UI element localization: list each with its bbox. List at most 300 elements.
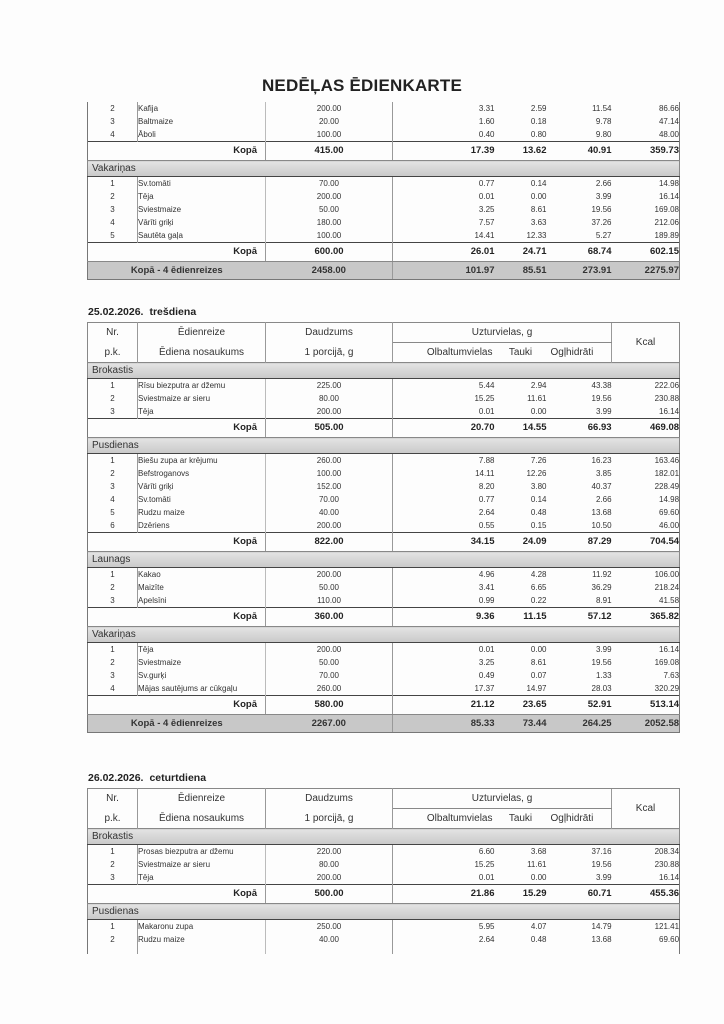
table-row [88, 519, 680, 533]
table-row [88, 920, 680, 934]
empty-cell [393, 946, 495, 954]
table-row [88, 581, 680, 594]
item-carbs: 13.68 [591, 935, 612, 944]
item-protein: 7.57 [478, 218, 495, 227]
day-grand-total-carbs: 273.91 [547, 262, 612, 280]
item-fat: 12.33 [526, 231, 547, 240]
item-quantity: 200.00 [266, 405, 393, 419]
day-grand-total-kcal: 2052.58 [612, 715, 680, 733]
page-title: NEDĒĻAS ĒDIENKARTE [261, 76, 463, 95]
item-protein: 3.25 [478, 658, 495, 667]
item-carbs: 37.26 [591, 218, 612, 227]
table-row [88, 177, 680, 191]
item-fat: 11.61 [527, 860, 547, 869]
header-kcal: Kcal [612, 789, 680, 829]
item-name: Tēja [138, 190, 266, 203]
item-fat: 8.61 [530, 205, 547, 214]
meal-section-row [88, 627, 680, 643]
item-name: Sv.tomāti [138, 493, 266, 506]
header-dish-name: Ēdiena nosaukums [138, 809, 266, 829]
item-carbs: 40.37 [591, 482, 612, 491]
item-number: 2 [88, 102, 138, 115]
item-name: Sviestmaize ar sieru [138, 392, 266, 405]
item-protein: 0.49 [478, 671, 495, 680]
meal-total-kcal: 704.54 [612, 533, 680, 552]
table-row [88, 229, 680, 243]
item-quantity: 40.00 [266, 933, 393, 946]
meal-total-fat: 24.09 [495, 533, 547, 552]
header-protein: Olbaltumvielas [426, 813, 493, 824]
item-kcal: 16.14 [612, 871, 680, 885]
item-quantity: 50.00 [266, 656, 393, 669]
meal-section-row [88, 161, 680, 177]
meal-total-fat: 24.71 [495, 243, 547, 262]
item-quantity: 200.00 [266, 519, 393, 533]
day-heading [88, 306, 196, 318]
item-name: Baltmaize [138, 115, 266, 128]
day-grand-total [88, 262, 680, 280]
item-carbs: 13.68 [591, 508, 612, 517]
item-quantity: 200.00 [266, 190, 393, 203]
item-quantity: 200.00 [266, 643, 393, 657]
meal-section-title: Vakariņas [88, 627, 680, 643]
meal-total-fat: 13.62 [495, 142, 547, 161]
item-fat: 3.80 [530, 482, 547, 491]
meal-total-kcal: 513.14 [612, 696, 680, 715]
item-quantity: 200.00 [266, 568, 393, 582]
header-pk: p.k. [88, 343, 138, 363]
table-row [88, 845, 680, 859]
meal-total [88, 419, 680, 438]
item-carbs: 3.99 [595, 192, 612, 201]
item-protein: 0.55 [478, 521, 495, 530]
table-header-row-1 [88, 323, 680, 343]
item-protein: 0.01 [478, 873, 495, 882]
table-row [88, 102, 680, 115]
item-number: 2 [88, 190, 138, 203]
header-fat: Tauki [508, 347, 533, 358]
meal-total-carbs: 52.91 [547, 696, 612, 715]
meal-total-label: Kopā [88, 243, 266, 262]
item-number: 2 [88, 392, 138, 405]
header-nr: Nr. [88, 323, 138, 343]
table-row [88, 871, 680, 885]
item-name: Makaronu zupa [138, 920, 266, 934]
item-kcal: 230.88 [612, 858, 680, 871]
meal-section-row [88, 552, 680, 568]
item-protein: 3.31 [478, 104, 495, 113]
item-kcal: 69.60 [612, 506, 680, 519]
table-row [88, 480, 680, 493]
meal-total-label: Kopā [88, 419, 266, 438]
item-quantity: 260.00 [266, 454, 393, 468]
item-name: Sviestmaize [138, 203, 266, 216]
day-grand-total-quantity: 2267.00 [266, 715, 393, 733]
item-number: 3 [88, 871, 138, 885]
day-weekday: ceturtdiena [149, 772, 207, 784]
item-fat: 11.61 [527, 394, 547, 403]
meal-total-fat: 15.29 [495, 885, 547, 904]
item-kcal: 16.14 [612, 190, 680, 203]
day-date: 26.02.2026. [88, 772, 144, 784]
meal-total-label: Kopā [88, 885, 266, 904]
meal-total-quantity: 360.00 [266, 608, 393, 627]
item-fat: 3.68 [530, 847, 547, 856]
item-kcal: 182.01 [612, 467, 680, 480]
item-kcal: 86.66 [612, 102, 680, 115]
item-kcal: 218.24 [612, 581, 680, 594]
item-number: 2 [88, 467, 138, 480]
empty-cell [138, 946, 266, 954]
meal-section-row [88, 363, 680, 379]
item-number: 3 [88, 405, 138, 419]
item-carbs: 1.33 [595, 671, 612, 680]
item-carbs: 37.16 [591, 847, 612, 856]
meal-section-title: Brokastis [88, 829, 680, 845]
item-number: 1 [88, 177, 138, 191]
meal-total-quantity: 505.00 [266, 419, 393, 438]
header-nutrients: Uzturvielas, g [393, 789, 612, 809]
meal-section-title: Launags [88, 552, 680, 568]
header-portion: 1 porcijā, g [266, 809, 393, 829]
meal-total-protein: 20.70 [393, 419, 495, 438]
header-protein: Olbaltumvielas [426, 347, 493, 358]
item-kcal: 320.29 [612, 682, 680, 696]
item-fat: 6.65 [530, 583, 547, 592]
item-kcal: 222.06 [612, 379, 680, 393]
meal-total-label: Kopā [88, 142, 266, 161]
item-number: 3 [88, 594, 138, 608]
table-row [88, 190, 680, 203]
item-number: 2 [88, 933, 138, 946]
meal-section-title: Brokastis [88, 363, 680, 379]
meal-total [88, 243, 680, 262]
item-protein: 14.41 [474, 231, 495, 240]
item-protein: 5.44 [478, 381, 495, 390]
item-kcal: 212.06 [612, 216, 680, 229]
item-kcal: 14.98 [612, 493, 680, 506]
item-quantity: 180.00 [266, 216, 393, 229]
item-kcal: 41.58 [612, 594, 680, 608]
meal-total-kcal: 469.08 [612, 419, 680, 438]
day-grand-total [88, 715, 680, 733]
item-fat: 2.59 [530, 104, 547, 113]
item-fat: 0.48 [530, 935, 547, 944]
table-row [88, 669, 680, 682]
item-carbs: 9.80 [595, 130, 612, 139]
item-number: 3 [88, 480, 138, 493]
item-carbs: 11.92 [592, 570, 612, 579]
item-name: Tēja [138, 405, 266, 419]
item-number: 2 [88, 581, 138, 594]
item-carbs: 36.29 [591, 583, 612, 592]
item-quantity: 220.00 [266, 845, 393, 859]
meal-total [88, 533, 680, 552]
item-protein: 0.40 [478, 130, 495, 139]
table-header-row-1 [88, 789, 680, 809]
item-name: Tēja [138, 871, 266, 885]
meal-total-quantity: 500.00 [266, 885, 393, 904]
empty-cell [547, 946, 612, 954]
item-protein: 0.01 [478, 645, 495, 654]
item-number: 3 [88, 203, 138, 216]
item-quantity: 50.00 [266, 581, 393, 594]
table-row [88, 594, 680, 608]
meal-total [88, 696, 680, 715]
item-name: Prosas biezputra ar džemu [138, 845, 266, 859]
item-protein: 3.25 [478, 205, 495, 214]
item-protein: 7.88 [478, 456, 495, 465]
item-carbs: 28.03 [591, 684, 612, 693]
item-name: Rīsu biezputra ar džemu [138, 379, 266, 393]
meal-total [88, 608, 680, 627]
table-row [88, 656, 680, 669]
item-carbs: 5.27 [595, 231, 612, 240]
table-row [88, 467, 680, 480]
meal-total-kcal: 359.73 [612, 142, 680, 161]
meal-total-carbs: 40.91 [547, 142, 612, 161]
meal-total-fat: 23.65 [495, 696, 547, 715]
item-protein: 0.01 [478, 192, 495, 201]
item-carbs: 19.56 [591, 658, 612, 667]
table-row-continued [88, 946, 680, 954]
item-carbs: 14.79 [591, 922, 612, 931]
item-carbs: 3.99 [595, 873, 612, 882]
item-quantity: 100.00 [266, 467, 393, 480]
meal-total-carbs: 60.71 [547, 885, 612, 904]
item-number: 4 [88, 493, 138, 506]
item-name: Āboli [138, 128, 266, 142]
day-grand-total-protein: 85.33 [393, 715, 495, 733]
item-number: 2 [88, 858, 138, 871]
item-fat: 3.63 [530, 218, 547, 227]
meal-total-protein: 26.01 [393, 243, 495, 262]
meal-total-protein: 21.86 [393, 885, 495, 904]
meal-section-row [88, 438, 680, 454]
item-quantity: 200.00 [266, 871, 393, 885]
item-fat: 4.28 [530, 570, 547, 579]
item-kcal: 208.34 [612, 845, 680, 859]
item-kcal: 228.49 [612, 480, 680, 493]
table-row [88, 493, 680, 506]
item-number: 3 [88, 115, 138, 128]
table-row [88, 128, 680, 142]
day-grand-total-quantity: 2458.00 [266, 262, 393, 280]
item-kcal: 48.00 [612, 128, 680, 142]
header-meal: Ēdienreize [138, 323, 266, 343]
day-grand-total-kcal: 2275.97 [612, 262, 680, 280]
day-weekday: trešdiena [149, 306, 197, 318]
item-quantity: 260.00 [266, 682, 393, 696]
table-row [88, 933, 680, 946]
item-fat: 0.00 [530, 645, 547, 654]
table-row [88, 115, 680, 128]
item-protein: 0.01 [478, 407, 495, 416]
day-heading [88, 772, 206, 784]
item-kcal: 16.14 [612, 643, 680, 657]
item-carbs: 10.50 [591, 521, 612, 530]
day-grand-total-label: Kopā - 4 ēdienreizes [88, 715, 266, 733]
item-number: 4 [88, 128, 138, 142]
item-carbs: 2.66 [595, 495, 612, 504]
item-protein: 0.99 [478, 596, 495, 605]
item-kcal: 230.88 [612, 392, 680, 405]
item-carbs: 11.54 [592, 104, 612, 113]
item-name: Rudzu maize [138, 933, 266, 946]
item-protein: 2.64 [478, 508, 495, 517]
item-quantity: 80.00 [266, 858, 393, 871]
header-quantity: Daudzums [266, 789, 393, 809]
meal-total-carbs: 68.74 [547, 243, 612, 262]
item-carbs: 19.56 [591, 860, 612, 869]
item-protein: 3.41 [478, 583, 495, 592]
meal-total-label: Kopā [88, 533, 266, 552]
table-row [88, 203, 680, 216]
item-carbs: 9.78 [595, 117, 612, 126]
meal-total-quantity: 415.00 [266, 142, 393, 161]
item-name: Befstroganovs [138, 467, 266, 480]
item-name: Biešu zupa ar krējumu [138, 454, 266, 468]
item-quantity: 225.00 [266, 379, 393, 393]
item-kcal: 163.46 [612, 454, 680, 468]
item-number: 5 [88, 229, 138, 243]
item-carbs: 3.99 [595, 407, 612, 416]
item-quantity: 70.00 [266, 177, 393, 191]
item-quantity: 110.00 [266, 594, 393, 608]
meal-total-quantity: 600.00 [266, 243, 393, 262]
item-quantity: 80.00 [266, 392, 393, 405]
item-carbs: 3.85 [595, 469, 612, 478]
meal-section-title: Pusdienas [88, 904, 680, 920]
day-grand-total-carbs: 264.25 [547, 715, 612, 733]
item-number: 2 [88, 656, 138, 669]
meal-total-carbs: 57.12 [547, 608, 612, 627]
item-name: Apelsīni [138, 594, 266, 608]
item-name: Sviestmaize [138, 656, 266, 669]
item-name: Vārīti griķi [138, 480, 266, 493]
item-number: 4 [88, 682, 138, 696]
table-row [88, 506, 680, 519]
day-grand-total-label: Kopā - 4 ēdienreizes [88, 262, 266, 280]
item-name: Sviestmaize ar sieru [138, 858, 266, 871]
empty-cell [612, 946, 680, 954]
item-number: 1 [88, 643, 138, 657]
table-row [88, 405, 680, 419]
item-carbs: 43.38 [591, 381, 612, 390]
item-number: 1 [88, 845, 138, 859]
item-kcal: 106.00 [612, 568, 680, 582]
meal-total-kcal: 602.15 [612, 243, 680, 262]
empty-cell [266, 946, 393, 954]
header-nutrients: Uzturvielas, g [393, 323, 612, 343]
item-number: 6 [88, 519, 138, 533]
meal-total-fat: 14.55 [495, 419, 547, 438]
item-protein: 14.11 [475, 469, 495, 478]
item-name: Sv.gurķi [138, 669, 266, 682]
item-carbs: 16.23 [591, 456, 612, 465]
item-protein: 8.20 [478, 482, 495, 491]
item-protein: 15.25 [474, 394, 495, 403]
item-fat: 2.94 [530, 381, 547, 390]
item-carbs: 8.91 [595, 596, 612, 605]
item-fat: 8.61 [530, 658, 547, 667]
item-fat: 0.00 [530, 407, 547, 416]
item-fat: 0.18 [530, 117, 547, 126]
header-meal: Ēdienreize [138, 789, 266, 809]
header-pk: p.k. [88, 809, 138, 829]
header-kcal: Kcal [612, 323, 680, 363]
item-quantity: 200.00 [266, 102, 393, 115]
item-fat: 12.26 [526, 469, 547, 478]
item-fat: 0.22 [530, 596, 547, 605]
table-row [88, 858, 680, 871]
meal-total-kcal: 455.36 [612, 885, 680, 904]
menu-table-day [87, 322, 680, 733]
item-quantity: 50.00 [266, 203, 393, 216]
meal-total-protein: 21.12 [393, 696, 495, 715]
header-fat: Tauki [508, 813, 533, 824]
meal-total-quantity: 822.00 [266, 533, 393, 552]
item-protein: 15.25 [474, 860, 495, 869]
header-nr: Nr. [88, 789, 138, 809]
item-name: Rudzu maize [138, 506, 266, 519]
meal-total-label: Kopā [88, 608, 266, 627]
meal-total-quantity: 580.00 [266, 696, 393, 715]
meal-total-protein: 17.39 [393, 142, 495, 161]
item-fat: 0.00 [530, 192, 547, 201]
item-name: Maizīte [138, 581, 266, 594]
item-quantity: 20.00 [266, 115, 393, 128]
header-dish-name: Ēdiena nosaukums [138, 343, 266, 363]
meal-total-protein: 9.36 [393, 608, 495, 627]
meal-total-label: Kopā [88, 696, 266, 715]
item-fat: 0.15 [530, 521, 547, 530]
item-fat: 4.07 [530, 922, 547, 931]
item-fat: 0.07 [530, 671, 547, 680]
item-protein: 4.96 [478, 570, 495, 579]
item-carbs: 2.66 [595, 179, 612, 188]
empty-cell [88, 946, 138, 954]
meal-total [88, 142, 680, 161]
empty-cell [495, 946, 547, 954]
item-carbs: 19.56 [591, 205, 612, 214]
item-name: Kakao [138, 568, 266, 582]
menu-table-day [87, 788, 680, 954]
item-protein: 0.77 [478, 495, 495, 504]
item-name: Sv.tomāti [138, 177, 266, 191]
item-kcal: 46.00 [612, 519, 680, 533]
table-row [88, 682, 680, 696]
table-header-row-2 [88, 343, 680, 363]
item-number: 1 [88, 568, 138, 582]
item-protein: 17.37 [474, 684, 495, 693]
day-grand-total-protein: 101.97 [393, 262, 495, 280]
meal-section-title: Vakariņas [88, 161, 680, 177]
item-kcal: 169.08 [612, 656, 680, 669]
header-carbs: Ogļhidrāti [550, 347, 594, 358]
meal-total [88, 885, 680, 904]
item-protein: 0.77 [478, 179, 495, 188]
item-quantity: 100.00 [266, 128, 393, 142]
meal-total-carbs: 66.93 [547, 419, 612, 438]
table-row [88, 643, 680, 657]
item-number: 4 [88, 216, 138, 229]
item-kcal: 169.08 [612, 203, 680, 216]
item-quantity: 100.00 [266, 229, 393, 243]
item-carbs: 19.56 [591, 394, 612, 403]
item-kcal: 7.63 [612, 669, 680, 682]
meal-section-row [88, 829, 680, 845]
